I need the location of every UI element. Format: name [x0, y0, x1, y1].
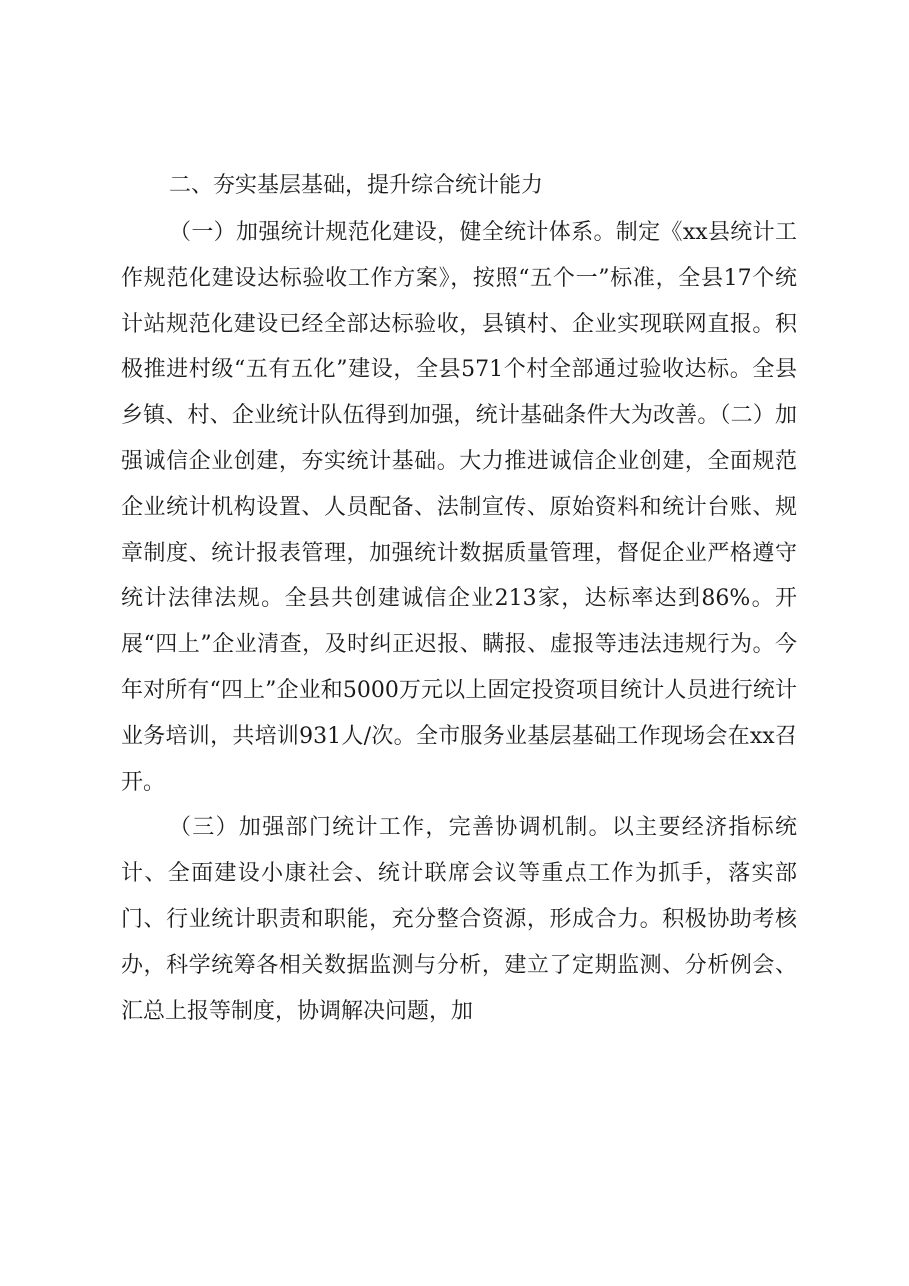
- section-heading: 二、夯实基层基础，提升综合统计能力: [169, 173, 544, 198]
- paragraph-1: （一）加强统计规范化建设，健全统计体系。制定《xx县统计工作规范化建设达标验收工作方案》，按照“五个一”标准，全县17个统计站规范化建设已经全部达标验收，县镇村、企业实现联网直报。积极推进村级“五有五化”建设，全县571个村全部通过验收达标。全县乡镇、村、企业统计队伍得到加强，统计基础条件大为改善。（二）加强诚信企业创建，夯实统计基础。大力推进诚信企业创建，全面规范企业统计机构设置、人员配备、法制宣传、原始资料和统计台账、规章制度、统计报表管理，加强统计数据质量管理，督促企业严格遵守统计法律法规。全县共创建诚信企业213家，达标率达到86%。开展“四上”企业清查，及时纠正迟报、瞒报、虚报等违法违规行为。今年对所有“四上”企业和5000万元以上固定投资项目统计人员进行统计业务培训，共培训931人/次。全市服务业基层基础工作现场会在xx召开。: [121, 220, 797, 795]
- paragraph-2: （三）加强部门统计工作，完善协调机制。以主要经济指标统计、全面建设小康社会、统计联席会议等重点工作为抓手，落实部门、行业统计职责和职能，充分整合资源，形成合力。积极协助考核办，科学统筹各相关数据监测与分析，建立了定期监测、分析例会、汇总上报等制度，协调解决问题，加: [121, 815, 797, 1024]
- document-page: [121, 165, 797, 1034]
